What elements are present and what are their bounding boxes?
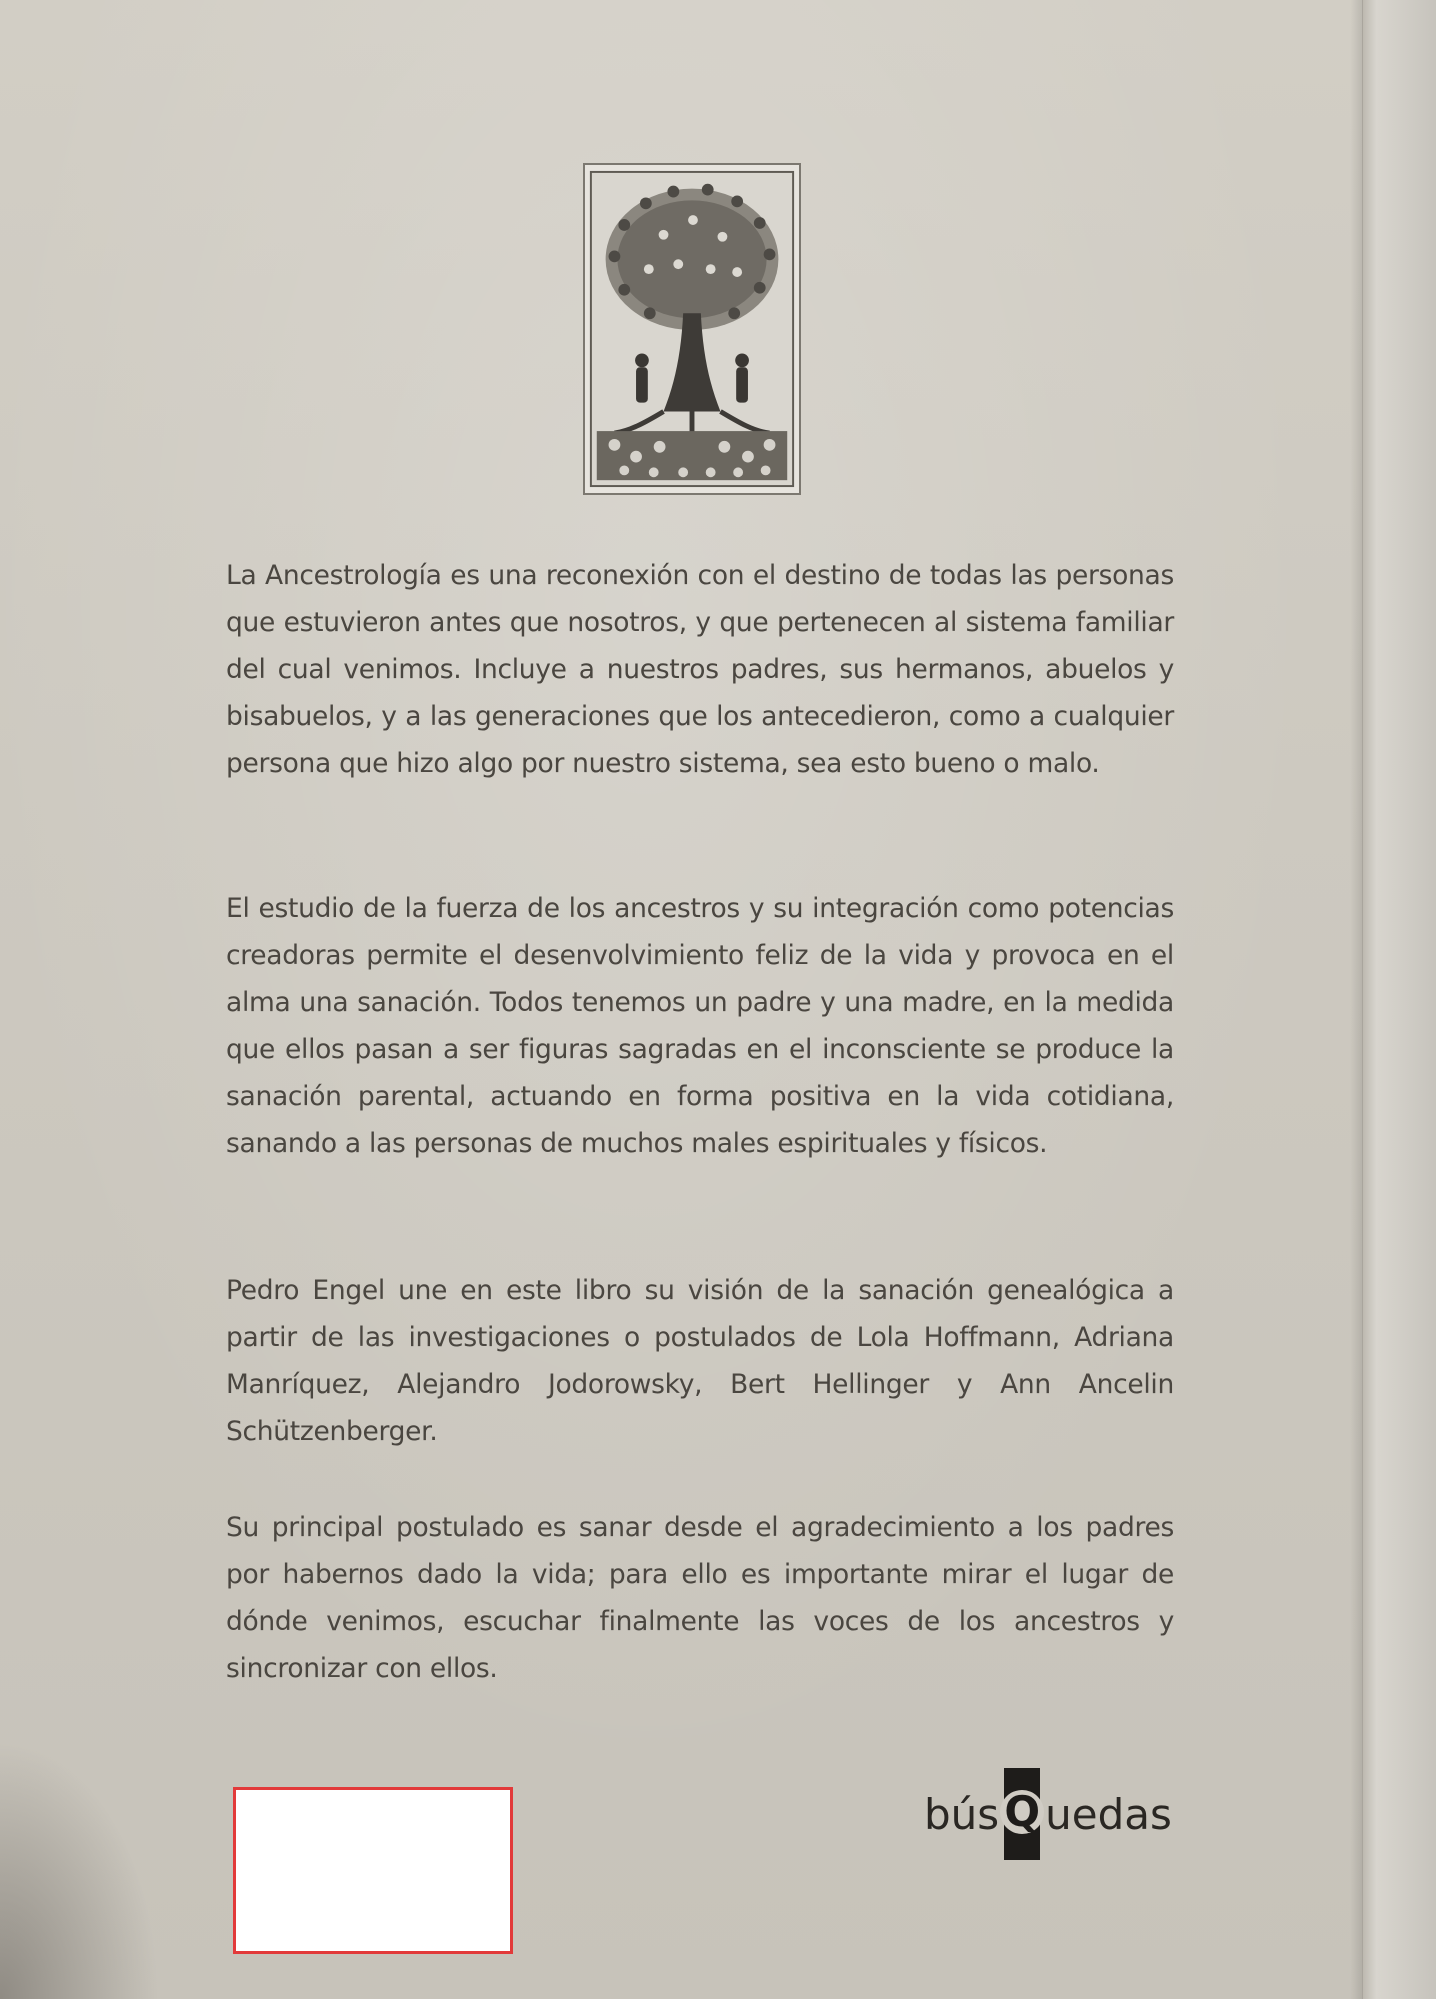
synopsis-paragraph-3: Pedro Engel une en este libro su visión de la sanación genealógica a partir de las investigaciones o postulados de Lola Hoffmann, Adriana Manríquez, Alejandro Jodorowsky, Bert Hellinger y Ann Ancelin Schützenberger. [226, 1274, 1174, 1447]
corner-shadow [0, 1739, 160, 1999]
publisher-logo-q-mark [1000, 1768, 1044, 1860]
tree-of-life-engraving-icon [583, 163, 801, 495]
publisher-logo-q: Q [1000, 1790, 1044, 1834]
publisher-logo-suffix: uedas [1045, 1789, 1172, 1839]
publisher-logo [924, 1768, 1176, 1860]
redacted-barcode-area [233, 1787, 513, 1954]
publisher-logo-prefix: bús [924, 1789, 1000, 1839]
synopsis-paragraph-4: Su principal postulado es sanar desde el agradecimiento a los padres por habernos dado la vida; para ello es importante mirar el lugar de dónde venimos, escuchar finalmente las voces de los ancestros y sincronizar con ellos. [226, 1511, 1174, 1684]
synopsis-paragraph-2: El estudio de la fuerza de los ancestros y su integración como potencias creadoras permite el desenvolvimiento feliz de la vida y provoca en el alma una sanación. Todos tenemos un padre y una madre, en la medida que ellos pasan a ser figuras sagradas en el inconsciente se produce la sanación parental, actuando en forma positiva en la vida cotidiana, sanando a las personas de muchos males espirituales y físicos. [226, 892, 1174, 1159]
synopsis-paragraph-1: La Ancestrología es una reconexión con el destino de todas las personas que estuvieron antes que nosotros, y que pertenecen al sistema familiar del cual venimos. Incluye a nuestros padres, sus hermanos, abuelos y bisabuelos, y a las generaciones que los antecedieron, como a cualquier persona que hizo algo por nuestro sistema, sea esto bueno o malo. [226, 559, 1174, 779]
cover-fold-edge [1362, 0, 1436, 1999]
